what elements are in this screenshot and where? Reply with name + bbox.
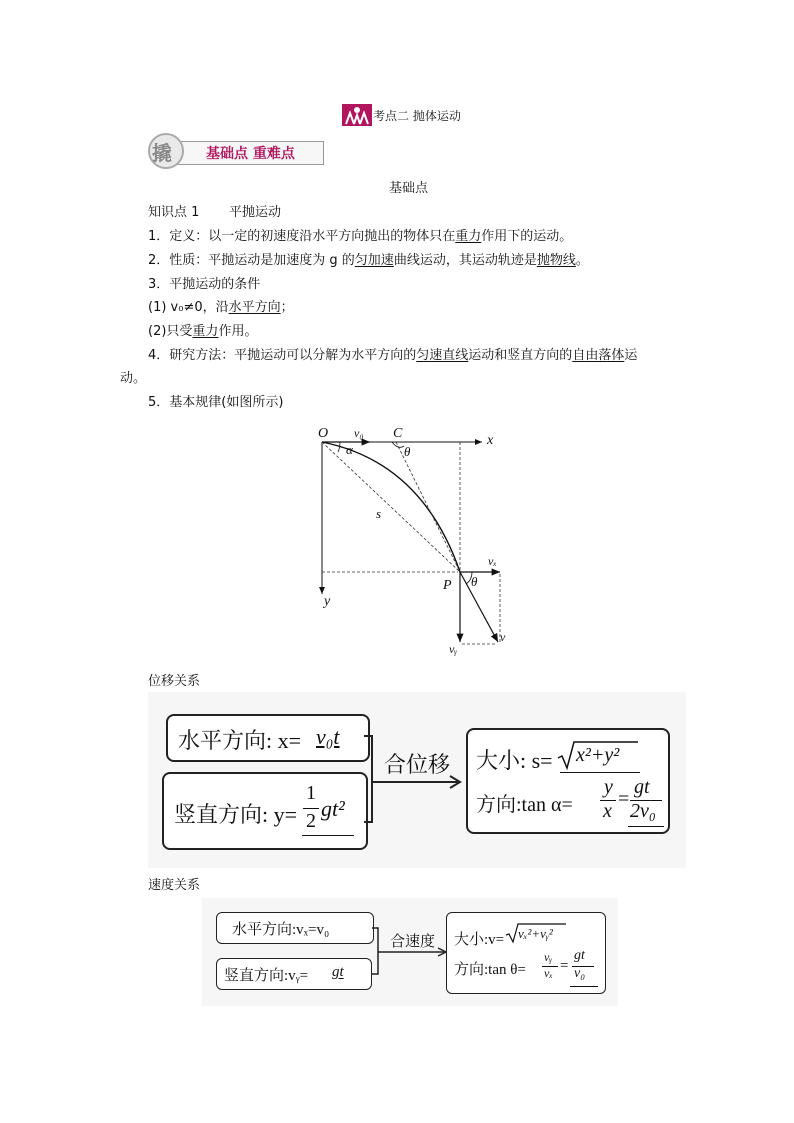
vel-dir-den2: v₀ <box>574 966 586 981</box>
law-heading: 5．基本规律(如图所示) <box>148 395 284 410</box>
condition-2: (2)只受重力作用。 <box>148 324 258 339</box>
v-arrow <box>460 572 498 642</box>
method-line-wrap: 动。 <box>120 371 147 386</box>
banner-label: 基础点 重难点 <box>206 146 295 162</box>
label-v: v <box>500 630 506 644</box>
disp-horizontal-label: 水平方向: x= <box>178 728 302 753</box>
disp-dir-label: 方向:tan α= <box>476 794 573 816</box>
condition-heading: 3．平抛运动的条件 <box>148 277 261 292</box>
disp-dir-eq: = <box>618 788 630 810</box>
projectile-diagram <box>312 422 512 662</box>
vel-merge-label: 合速度 <box>390 934 436 950</box>
method-line: 4．研究方法：平抛运动可以分解为水平方向的匀速直线运动和竖直方向的自由落体运 <box>148 348 638 363</box>
section-title: 基础点 <box>389 181 429 196</box>
disp-mag-underline <box>560 772 640 773</box>
banner <box>148 133 326 169</box>
knowledge-point-label: 知识点 1 <box>148 205 200 220</box>
disp-dir-underline <box>628 826 664 827</box>
disp-dir-num: y <box>604 776 613 798</box>
blank-uniform-acc: 匀加速 <box>354 253 394 268</box>
disp-vertical-label: 竖直方向: y= <box>174 802 298 827</box>
blank-gravity-2: 重力 <box>192 324 219 339</box>
disp-horizontal-value: v₀t <box>316 724 340 749</box>
tangent-line <box>396 442 460 572</box>
label-x: x <box>487 433 494 448</box>
vel-mag-label: 大小:v= <box>454 932 505 948</box>
label-theta: θ <box>404 444 411 459</box>
label-y: y <box>324 594 331 609</box>
displacement-panel <box>148 692 686 868</box>
alpha-arc <box>338 442 340 452</box>
definition-line: 1．定义：以一定的初速度沿水平方向抛出的物体只在重力作用下的运动。 <box>148 229 573 244</box>
exam-point-icon <box>342 104 372 126</box>
header-title: 考点二 抛体运动 <box>373 109 461 123</box>
label-vx: vₓ <box>488 554 497 568</box>
disp-mag-value: x²+y² <box>576 744 620 766</box>
banner-badge-char: 撬 <box>152 141 172 165</box>
label-P: P <box>443 578 452 593</box>
velocity-heading: 速度关系 <box>148 878 201 893</box>
vel-dir-num2: gt <box>574 948 585 963</box>
vel-mag-value: vₓ²+vᵧ² <box>518 926 553 941</box>
vel-horizontal-label: 水平方向:vₓ=v₀ <box>232 922 330 938</box>
displacement-heading: 位移关系 <box>148 674 201 689</box>
disp-dir-den: x <box>603 800 612 822</box>
disp-merge-label: 合位移 <box>384 752 451 777</box>
disp-half-den: 2 <box>306 810 316 832</box>
label-vy: vᵧ <box>449 642 458 656</box>
disp-bracket <box>364 732 464 832</box>
blank-free-fall: 自由落体 <box>572 348 625 363</box>
vel-vertical-value: gt <box>332 964 344 980</box>
blank-gravity: 重力 <box>455 229 482 244</box>
knowledge-point-name: 平抛运动 <box>229 205 282 220</box>
label-O: O <box>318 426 329 441</box>
label-alpha: α <box>346 442 353 457</box>
vel-dir-eq: = <box>560 958 569 974</box>
disp-mag-label: 大小: s= <box>476 748 553 773</box>
vel-dir-den: vₓ <box>544 966 553 980</box>
blank-horizontal: 水平方向 <box>228 300 281 315</box>
label-theta-p: θ <box>471 574 478 589</box>
velocity-panel <box>202 898 618 1006</box>
theta-arc <box>392 442 404 447</box>
disp-dir-den2: 2v₀ <box>630 800 656 822</box>
vel-dir-label: 方向:tan θ= <box>454 962 526 978</box>
label-C: C <box>393 426 403 441</box>
vel-dir-num: vᵧ <box>544 950 553 964</box>
condition-1: (1) v₀≠0，沿水平方向； <box>148 300 294 315</box>
disp-dir-num2: gt <box>634 776 650 798</box>
blank-uniform-linear: 匀速直线 <box>416 348 469 363</box>
vel-vertical-label: 竖直方向:vᵧ= <box>224 968 309 984</box>
blank-parabola: 抛物线 <box>536 253 576 268</box>
label-v0: v₀ <box>354 426 364 440</box>
disp-half-bar <box>303 808 319 809</box>
disp-vertical-underline <box>302 835 354 836</box>
property-line: 2．性质：平抛运动是加速度为 g 的匀加速曲线运动，其运动轨迹是抛物线。 <box>148 253 589 268</box>
displacement-s <box>322 442 460 572</box>
disp-vertical-value: gt² <box>321 796 345 821</box>
disp-half-num: 1 <box>306 782 316 804</box>
label-s: s <box>376 506 382 521</box>
vel-dir-underline <box>570 986 598 987</box>
